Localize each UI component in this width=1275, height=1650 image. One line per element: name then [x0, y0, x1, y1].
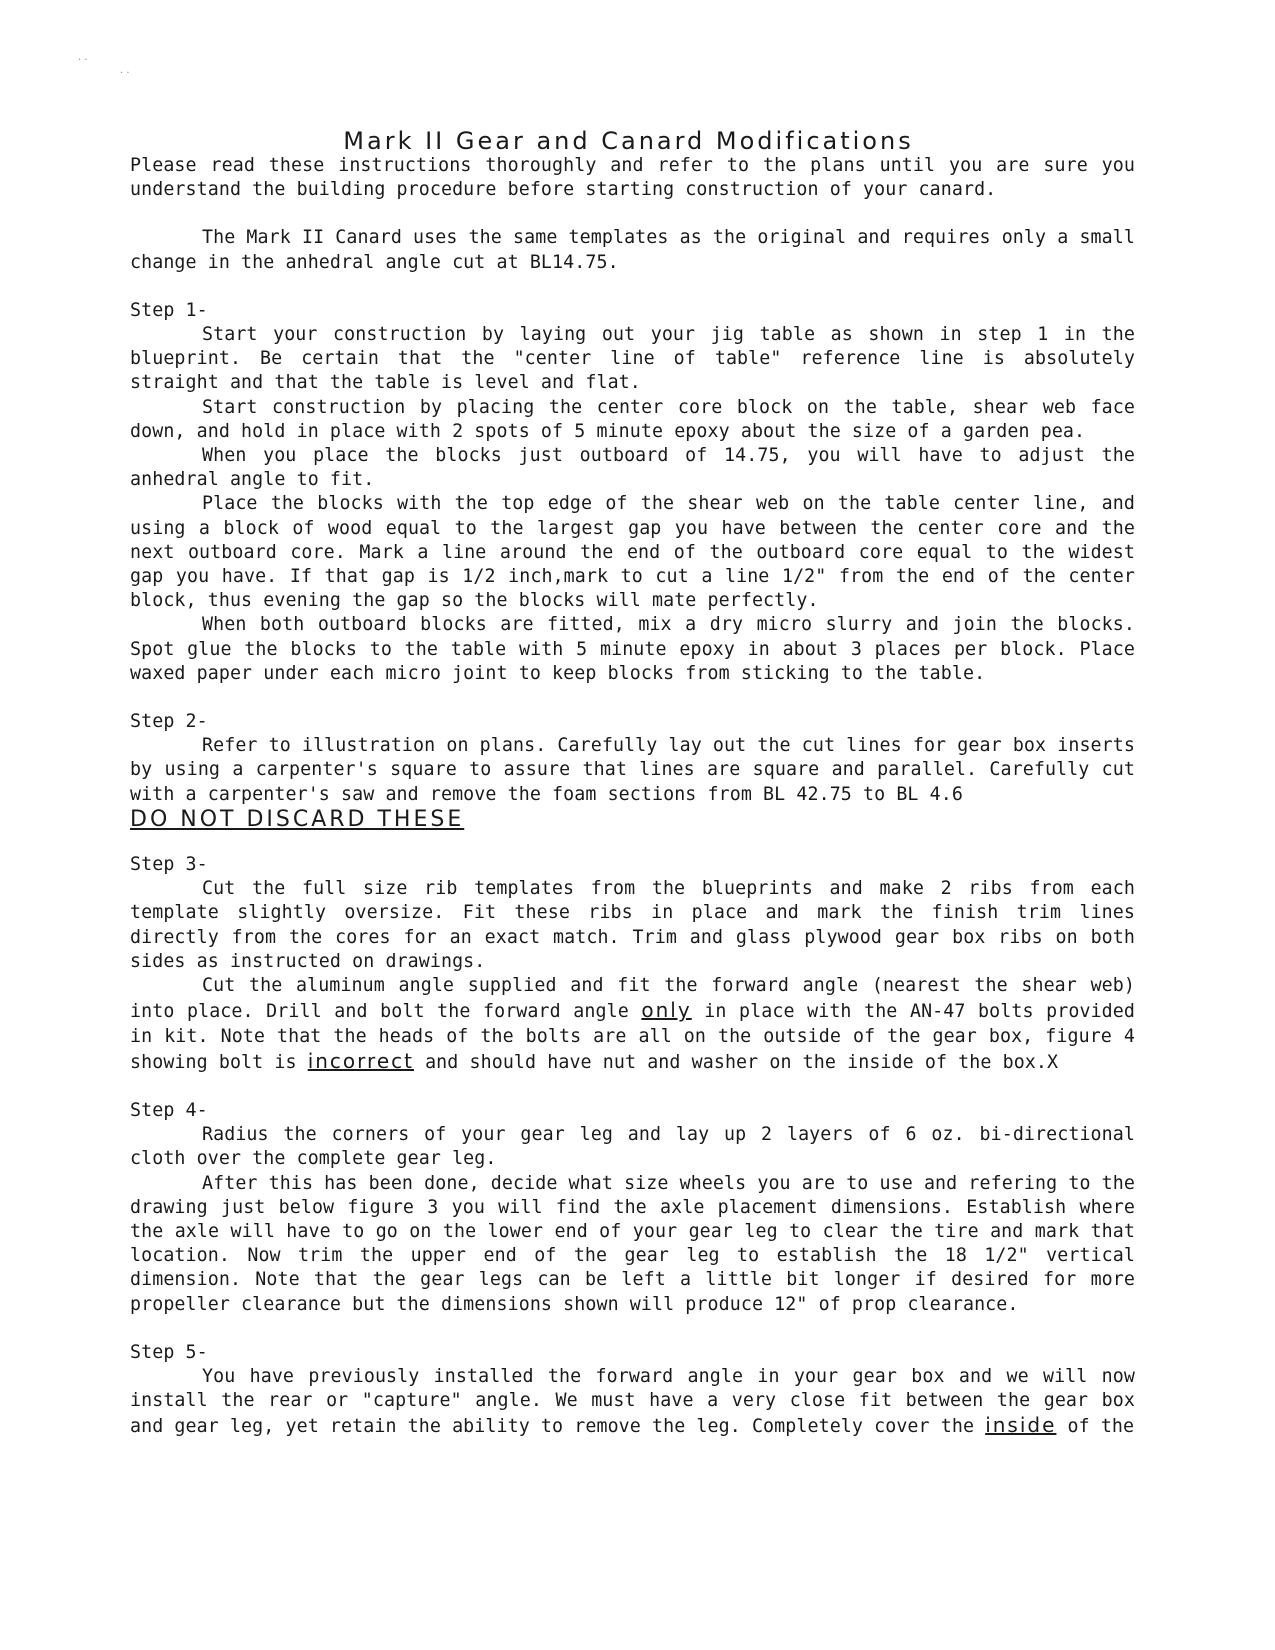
only-emphasis: only	[641, 998, 692, 1023]
step-1-paragraph: When you place the blocks just outboard of 14.75, you will have to adjust the anhedral angle to fit.	[130, 445, 1135, 491]
step-3-text: Cut the aluminum angle supplied and fit the forward angle (nearest the shear web) into place. Drill and bolt the forward angle	[130, 975, 1135, 1023]
step-5-paragraph	[130, 1365, 1135, 1440]
step-4-paragraph: After this has been done, decide what size wheels you are to use and refering to the drawing just below figure 3 you will find the axle placement dimensions. Establish where the axle will have to go on the lower end of your gear leg to clear the tire and mark that location. Now trim the upper end of the gear leg to establish the 18 1/2" vertical dimension. Note that the gear legs can be left a little bit longer if desired for more propeller clearance but the dimensions shown will produce 12" of prop clearance.	[130, 1172, 1135, 1315]
discard-warning: DO NOT DISCARD THESE	[130, 806, 465, 832]
step-3-text: and should have nut and washer on the inside of the box.X	[413, 1051, 1059, 1073]
step-3-text: in place with the AN-47 bolts provided in kit. Note that the heads of the bolts are all on the outside of the gear box, figure 4 showing bolt is	[130, 1001, 1135, 1073]
step-2-heading: Step 2-	[130, 711, 208, 733]
step-3-heading: Step 3-	[130, 854, 208, 876]
step-1-heading: Step 1-	[130, 299, 208, 321]
step-1-paragraph: Start construction by placing the center core block on the table, shear web face down, and hold in place with 2 spots of 5 minute epoxy about the size of a garden pea.	[130, 396, 1135, 442]
document-title: Mark II Gear and Canard Modifications	[343, 127, 914, 155]
step-1-paragraph: Start your construction by laying out your jig table as shown in step 1 in the blueprint. Be certain that the "center line of table" reference line is absolutely straight and that the table is level and flat.	[130, 324, 1135, 394]
step-4-heading: Step 4-	[130, 1099, 208, 1121]
step-1-paragraph: Place the blocks with the top edge of the shear web on the table center line, and using a block of wood equal to the largest gap you have between the center core and the next outboard core. Mark a line around the end of the outboard core equal to the widest gap you have. If that gap is 1/2 inch,mark to cut a line 1/2" from the end of the center block, thus evening the gap so the blocks will mate perfectly.	[130, 493, 1135, 612]
step-3-paragraph: Cut the full size rib templates from the blueprints and make 2 ribs from each template slightly oversize. Fit these ribs in place and mark the finish trim lines directly from the cores for an exact match. Trim and glass plywood gear box ribs on both sides as instructed on drawings.	[130, 878, 1135, 972]
step-2-paragraph: Refer to illustration on plans. Carefully lay out the cut lines for gear box inserts by using a carpenter's square to assure that lines are square and parallel. Carefully cut with a carpenter's saw and remove the foam sections from BL 42.75 to BL 4.6	[130, 735, 1135, 805]
inside-emphasis: inside	[985, 1413, 1057, 1438]
incorrect-emphasis: incorrect	[307, 1048, 414, 1073]
step-4-paragraph: Radius the corners of your gear leg and lay up 2 layers of 6 oz. bi-directional cloth over the complete gear leg.	[130, 1124, 1135, 1170]
scan-speck: · ·	[120, 68, 130, 79]
step-5-heading: Step 5-	[130, 1341, 208, 1363]
step-5-text: of the	[1056, 1416, 1135, 1438]
step-1-paragraph: When both outboard blocks are fitted, mix a dry micro slurry and join the blocks. Spot glue the blocks to the table with 5 minute epoxy in about 3 places per block. Place waxed paper under each micro joint to keep blocks from sticking to the table.	[130, 614, 1135, 684]
scan-speck: · ·	[78, 55, 88, 66]
intro-paragraph: Please read these instructions thoroughly and refer to the plans until you are sure you understand the building procedure before starting construction of your canard.	[130, 155, 1135, 201]
step-5-text: You have previously installed the forward angle in your gear box and we will now install the rear or "capture" angle. We must have a very close fit between the gear box and gear leg, yet retain the ability to remove the leg. Completely cover the	[130, 1365, 1135, 1438]
document-page	[130, 128, 1135, 1440]
step-3-paragraph	[130, 974, 1135, 1075]
templates-paragraph: The Mark II Canard uses the same templates as the original and requires only a small change in the anhedral angle cut at BL14.75.	[130, 227, 1135, 273]
